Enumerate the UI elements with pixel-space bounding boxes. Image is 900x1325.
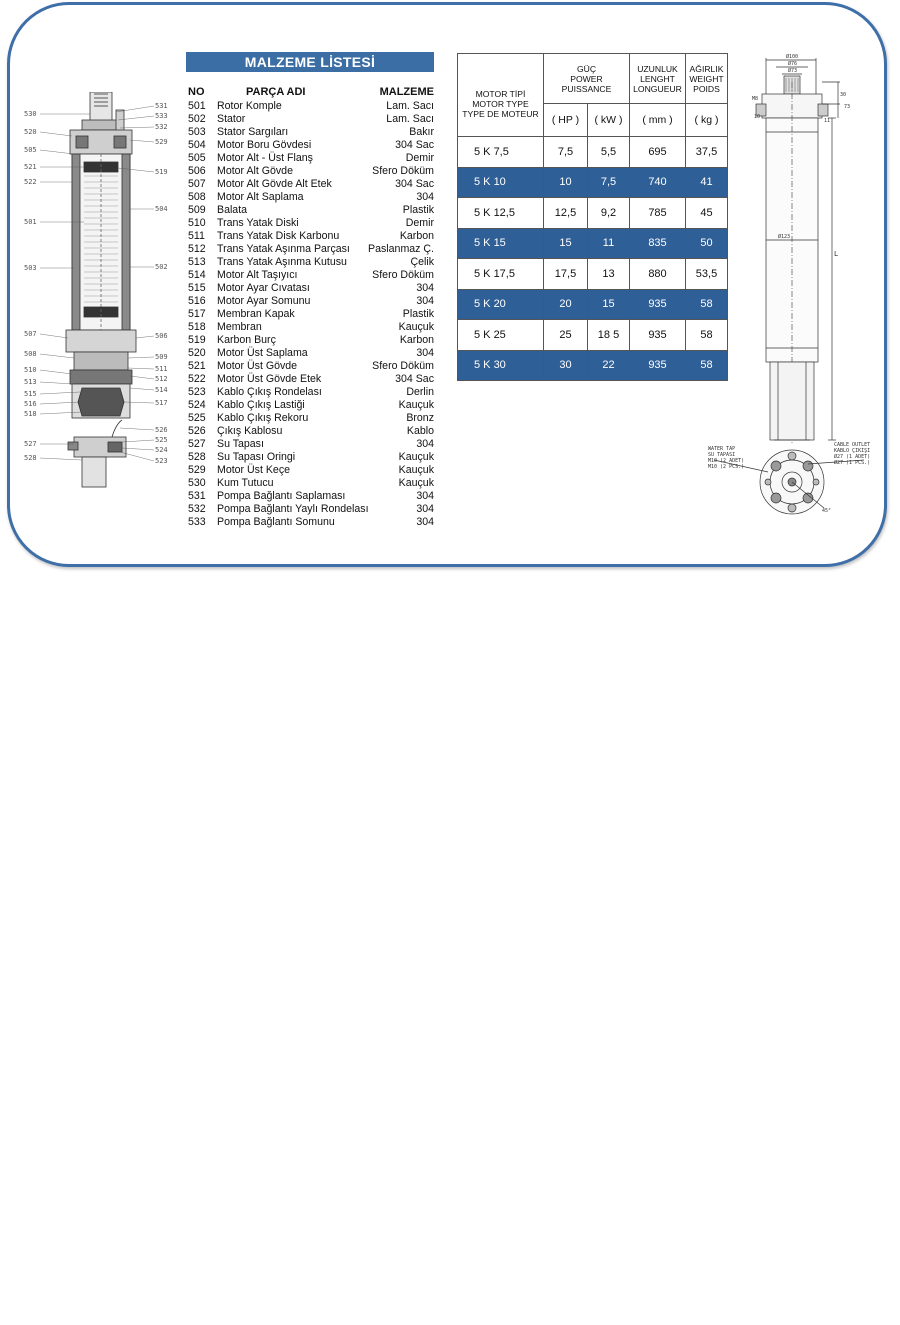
spec-hp: 12,5	[544, 198, 588, 229]
spec-model: 5 K 20	[458, 289, 544, 320]
spec-length: 935	[630, 350, 686, 381]
parts-row	[186, 308, 434, 321]
part-name: Motor Alt Gövde	[217, 165, 293, 177]
spec-hp: 20	[544, 289, 588, 320]
callout-505: 505	[24, 146, 37, 154]
part-name: Kum Tutucu	[217, 477, 274, 489]
part-name: Stator Sargıları	[217, 126, 289, 138]
part-name: Trans Yatak Disk Karbonu	[217, 230, 340, 242]
callout-528: 528	[24, 454, 37, 462]
parts-row	[186, 230, 434, 243]
part-no: 511	[188, 230, 205, 242]
part-name: Balata	[217, 204, 248, 216]
callout-520: 520	[24, 128, 37, 136]
part-name: Motor Üst Gövde	[217, 360, 298, 372]
spec-length: 880	[630, 259, 686, 290]
parts-row	[186, 243, 434, 256]
part-material: 304 Sac	[395, 373, 434, 385]
parts-row	[186, 438, 434, 451]
spec-length: 935	[630, 320, 686, 351]
callout-502: 502	[155, 263, 168, 271]
spec-weight: 58	[686, 289, 728, 320]
motor-type-fr: TYPE DE MOTEUR	[462, 109, 539, 119]
spec-kw: 15	[588, 289, 630, 320]
callout-530: 530	[24, 110, 37, 118]
parts-row	[186, 321, 434, 334]
part-no: 525	[188, 412, 206, 424]
parts-row	[186, 451, 434, 464]
part-no: 502	[188, 113, 206, 125]
part-name: Motor Alt Taşıyıcı	[217, 269, 298, 281]
spec-kw: 9,2	[588, 198, 630, 229]
parts-row	[186, 477, 434, 490]
spec-model: 5 K 12,5	[458, 198, 544, 229]
header-length	[630, 54, 686, 104]
cable-outlet-qty-en: Ø27 (1 PCS.)	[834, 460, 871, 466]
callout-516: 516	[24, 400, 37, 408]
part-material: Sfero Döküm	[372, 269, 434, 281]
spec-hp: 17,5	[544, 259, 588, 290]
part-name: Motor Üst Keçe	[217, 464, 291, 476]
parts-row	[186, 282, 434, 295]
callout-517: 517	[155, 399, 168, 407]
unit-kg: ( kg )	[686, 104, 728, 137]
header-motor-type	[458, 54, 544, 137]
parts-row	[186, 165, 434, 178]
callout-512: 512	[155, 375, 168, 383]
callout-510: 510	[24, 366, 37, 374]
angle-label: 45°	[822, 508, 832, 514]
part-no: 512	[188, 243, 206, 255]
part-no: 513	[188, 256, 206, 268]
spec-weight: 45	[686, 198, 728, 229]
part-material: Çelik	[410, 256, 434, 268]
parts-list-rows	[186, 100, 434, 529]
parts-row	[186, 490, 434, 503]
part-no: 501	[188, 100, 206, 112]
part-name: Motor Alt - Üst Flanş	[217, 152, 313, 164]
part-no: 503	[188, 126, 206, 138]
parts-row	[186, 178, 434, 191]
part-name: Motor Üst Saplama	[217, 347, 308, 359]
part-name: Çıkış Kablosu	[217, 425, 283, 437]
spec-model: 5 K 10	[458, 167, 544, 198]
spec-length: 740	[630, 167, 686, 198]
part-no: 523	[188, 386, 206, 398]
dim-h11: 11	[824, 118, 831, 124]
weight-fr: POIDS	[693, 83, 720, 94]
part-name: Su Tapası Oringi	[217, 451, 296, 463]
parts-list-header	[186, 84, 434, 100]
spec-model: 5 K 25	[458, 320, 544, 351]
parts-list	[186, 52, 434, 529]
spec-length: 695	[630, 137, 686, 168]
callout-523: 523	[155, 457, 168, 465]
part-name: Su Tapası	[217, 438, 264, 450]
part-no: 520	[188, 347, 206, 359]
part-no: 532	[188, 503, 206, 515]
spec-row	[458, 228, 728, 259]
parts-row	[186, 386, 434, 399]
callout-509: 509	[155, 353, 168, 361]
parts-row	[186, 516, 434, 529]
spec-length: 835	[630, 228, 686, 259]
part-name: Pompa Bağlantı Yaylı Rondelası	[217, 503, 369, 515]
spec-rows	[458, 137, 728, 381]
dim-d123: Ø123	[778, 234, 791, 240]
power-tr: GÜÇ	[576, 63, 597, 74]
parts-row	[186, 373, 434, 386]
part-material: 304 Sac	[395, 139, 434, 151]
part-no: 526	[188, 425, 206, 437]
spec-row	[458, 350, 728, 381]
spec-hp: 10	[544, 167, 588, 198]
callout-508: 508	[24, 350, 37, 358]
water-tap-qty-en: M10 (2 PCS.)	[708, 464, 745, 470]
part-name: Motor Alt Saplama	[217, 191, 304, 203]
parts-row	[186, 217, 434, 230]
parts-row	[186, 295, 434, 308]
callout-506: 506	[155, 332, 168, 340]
callout-533: 533	[155, 112, 168, 120]
power-fr: PUISSANCE	[561, 83, 612, 94]
spec-weight: 58	[686, 320, 728, 351]
water-tap-en: WATER TAP	[708, 446, 736, 452]
part-no: 519	[188, 334, 206, 346]
weight-en: WEIGHT	[689, 73, 724, 84]
part-material: 304	[416, 295, 434, 307]
part-name: Motor Boru Gövdesi	[217, 139, 312, 151]
spec-kw: 22	[588, 350, 630, 381]
part-no: 533	[188, 516, 206, 528]
part-material: Bronz	[406, 412, 434, 424]
part-name: Motor Üst Gövde Etek	[217, 373, 322, 385]
part-no: 510	[188, 217, 206, 229]
parts-row	[186, 256, 434, 269]
part-material: Karbon	[399, 334, 434, 346]
part-name: Rotor Komple	[217, 100, 282, 112]
part-material: Paslanmaz Ç.	[368, 243, 434, 255]
parts-row	[186, 425, 434, 438]
part-material: 304	[416, 516, 434, 528]
part-name: Kablo Çıkış Rekoru	[217, 412, 309, 424]
unit-hp: ( HP )	[544, 104, 588, 137]
part-no: 521	[188, 360, 206, 372]
parts-row	[186, 269, 434, 282]
cable-outlet-tr: KABLO ÇIKIŞI	[834, 448, 871, 454]
length-fr: LONGUEUR	[633, 83, 682, 94]
spec-kw: 11	[588, 228, 630, 259]
header-no: NO	[188, 86, 205, 98]
part-no: 527	[188, 438, 206, 450]
part-material: 304	[416, 282, 434, 294]
part-no: 515	[188, 282, 206, 294]
callout-527: 527	[24, 440, 37, 448]
motor-type-en: MOTOR TYPE	[472, 99, 529, 109]
dim-h73: 73	[844, 104, 851, 110]
parts-row	[186, 204, 434, 217]
callout-524: 524	[155, 446, 168, 454]
callout-501: 501	[24, 218, 37, 226]
part-name: Motor Ayar Cıvatası	[217, 282, 310, 294]
parts-row	[186, 399, 434, 412]
part-name: Membran	[217, 321, 262, 333]
part-material: Karbon	[399, 230, 434, 242]
callout-514: 514	[155, 386, 168, 394]
callout-529: 529	[155, 138, 168, 146]
part-material: Derlin	[406, 386, 434, 398]
spec-row	[458, 289, 728, 320]
part-no: 508	[188, 191, 206, 203]
cable-outlet-en: CABLE OUTLET	[834, 442, 871, 448]
part-no: 514	[188, 269, 206, 281]
part-no: 506	[188, 165, 206, 177]
part-material: Demir	[405, 217, 434, 229]
parts-row	[186, 100, 434, 113]
motor-type-tr: MOTOR TİPİ	[475, 89, 526, 99]
part-no: 516	[188, 295, 206, 307]
part-no: 509	[188, 204, 206, 216]
motor-outline-drawing	[704, 52, 874, 522]
part-material: Kablo	[406, 425, 434, 437]
part-name: Motor Alt Gövde Alt Etek	[217, 178, 332, 190]
spec-length: 785	[630, 198, 686, 229]
spec-model: 5 K 7,5	[458, 137, 544, 168]
motor-section-drawing	[24, 92, 180, 492]
parts-list-title: MALZEME LİSTESİ	[186, 52, 434, 72]
parts-row	[186, 360, 434, 373]
spec-kw: 13	[588, 259, 630, 290]
cable-outlet-qty-tr: Ø27 (1 ADET)	[834, 454, 871, 460]
callout-522: 522	[24, 178, 37, 186]
part-no: 531	[188, 490, 206, 502]
callout-503: 503	[24, 264, 37, 272]
water-tap-qty-tr: M10 (2 ADET)	[708, 458, 745, 464]
spec-hp: 15	[544, 228, 588, 259]
part-material: 304	[416, 347, 434, 359]
part-no: 507	[188, 178, 206, 190]
parts-row	[186, 152, 434, 165]
motor-spec-table	[457, 53, 728, 381]
part-name: Karbon Burç	[217, 334, 276, 346]
part-name: Trans Yatak Aşınma Parçası	[217, 243, 350, 255]
part-material: Sfero Döküm	[372, 360, 434, 372]
parts-row	[186, 139, 434, 152]
callout-515: 515	[24, 390, 37, 398]
callout-532: 532	[155, 123, 168, 131]
spec-weight: 50	[686, 228, 728, 259]
dim-d73: Ø73	[788, 68, 798, 74]
part-no: 529	[188, 464, 206, 476]
callout-504: 504	[155, 205, 168, 213]
part-name: Stator	[217, 113, 246, 125]
spec-length: 935	[630, 289, 686, 320]
part-material: 304	[416, 503, 434, 515]
part-material: Kauçuk	[398, 451, 434, 463]
length-en: LENGHT	[640, 73, 675, 84]
callout-518: 518	[24, 410, 37, 418]
part-no: 505	[188, 152, 206, 164]
spec-weight: 37,5	[686, 137, 728, 168]
part-no: 528	[188, 451, 206, 463]
dim-h10: 10	[754, 114, 761, 120]
parts-row	[186, 191, 434, 204]
part-material: Sfero Döküm	[372, 165, 434, 177]
dim-d76: Ø76	[788, 61, 798, 67]
dim-h30: 30	[840, 92, 847, 98]
parts-row	[186, 503, 434, 516]
parts-row	[186, 464, 434, 477]
unit-kw: ( kW )	[588, 104, 630, 137]
spec-row	[458, 259, 728, 290]
callout-525: 525	[155, 436, 168, 444]
part-name: Trans Yatak Aşınma Kutusu	[217, 256, 347, 268]
part-name: Kablo Çıkış Lastiği	[217, 399, 305, 411]
spec-weight: 41	[686, 167, 728, 198]
part-material: 304 Sac	[395, 178, 434, 190]
spec-kw: 7,5	[588, 167, 630, 198]
callout-519: 519	[155, 168, 168, 176]
header-material: MALZEME	[379, 86, 434, 98]
spec-row	[458, 198, 728, 229]
spec-weight: 58	[686, 350, 728, 381]
spec-row	[458, 167, 728, 198]
part-name: Membran Kapak	[217, 308, 295, 320]
power-en: POWER	[570, 73, 603, 84]
callout-531: 531	[155, 102, 168, 110]
part-name: Kablo Çıkış Rondelası	[217, 386, 322, 398]
callout-521: 521	[24, 163, 37, 171]
dim-d100: Ø100	[786, 54, 799, 60]
callout-513: 513	[24, 378, 37, 386]
parts-row	[186, 334, 434, 347]
part-material: Bakır	[409, 126, 434, 138]
part-material: Lam. Sacı	[386, 113, 434, 125]
parts-row	[186, 113, 434, 126]
water-tap-tr: SU TAPASI	[708, 452, 736, 458]
part-no: 524	[188, 399, 206, 411]
spec-model: 5 K 30	[458, 350, 544, 381]
spec-model: 5 K 17,5	[458, 259, 544, 290]
unit-mm: ( mm )	[630, 104, 686, 137]
part-material: Kauçuk	[398, 399, 434, 411]
part-material: Kauçuk	[398, 477, 434, 489]
spec-kw: 5,5	[588, 137, 630, 168]
parts-row	[186, 412, 434, 425]
spec-hp: 25	[544, 320, 588, 351]
length-tr: UZUNLUK	[637, 63, 678, 74]
part-name: Motor Ayar Somunu	[217, 295, 311, 307]
part-name: Trans Yatak Diski	[217, 217, 299, 229]
part-material: Kauçuk	[398, 464, 434, 476]
part-no: 518	[188, 321, 206, 333]
parts-row	[186, 126, 434, 139]
part-material: Plastik	[402, 308, 434, 320]
part-material: 304	[416, 490, 434, 502]
spec-row	[458, 137, 728, 168]
header-part-name: PARÇA ADI	[246, 86, 306, 98]
part-material: 304	[416, 191, 434, 203]
callout-511: 511	[155, 365, 168, 373]
spec-kw: 18 5	[588, 320, 630, 351]
spec-hp: 30	[544, 350, 588, 381]
spec-model: 5 K 15	[458, 228, 544, 259]
part-no: 522	[188, 373, 206, 385]
callout-526: 526	[155, 426, 168, 434]
part-material: 304	[416, 438, 434, 450]
part-material: Plastik	[402, 204, 434, 216]
part-material: Demir	[405, 152, 434, 164]
spec-weight: 53,5	[686, 259, 728, 290]
part-material: Kauçuk	[398, 321, 434, 333]
weight-tr: AĞIRLIK	[689, 63, 724, 74]
dim-m8: M8	[752, 96, 759, 102]
part-no: 504	[188, 139, 206, 151]
part-name: Pompa Bağlantı Saplaması	[217, 490, 346, 502]
header-power	[544, 54, 630, 104]
dim-l: L	[834, 250, 839, 258]
parts-row	[186, 347, 434, 360]
spec-hp: 7,5	[544, 137, 588, 168]
part-name: Pompa Bağlantı Somunu	[217, 516, 335, 528]
part-no: 530	[188, 477, 206, 489]
part-material: Lam. Sacı	[386, 100, 434, 112]
part-no: 517	[188, 308, 206, 320]
spec-row	[458, 320, 728, 351]
callout-507: 507	[24, 330, 37, 338]
